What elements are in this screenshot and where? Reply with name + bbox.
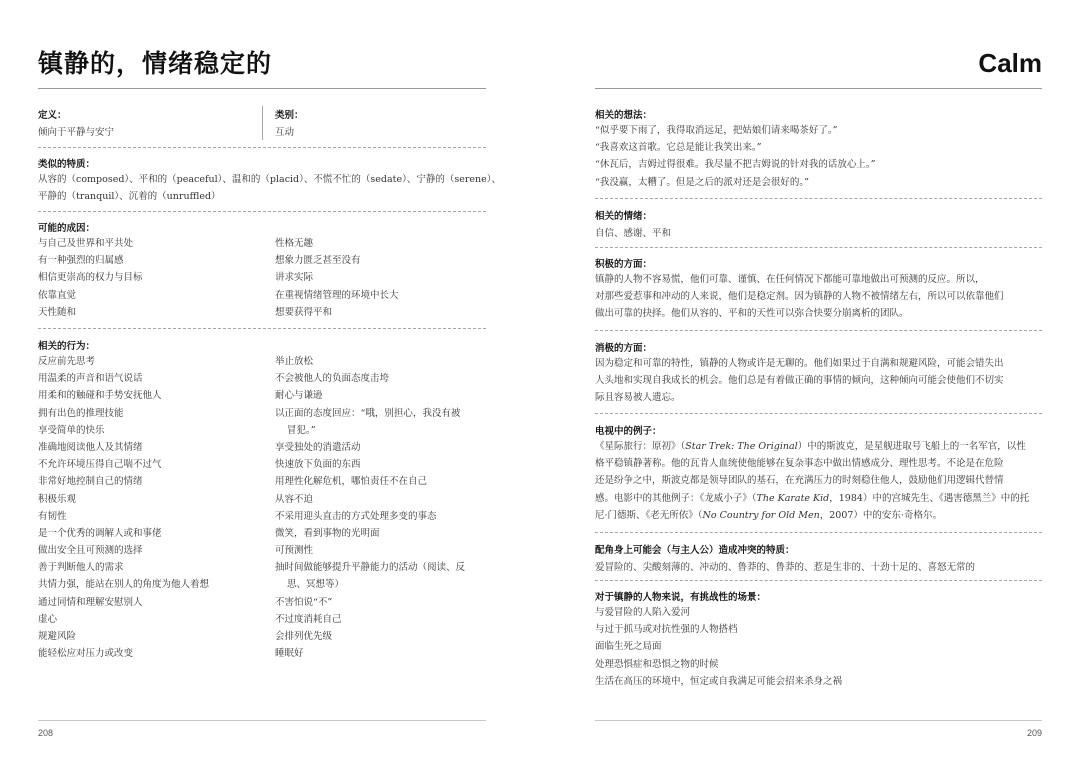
list-item: 天性随和: [38, 306, 77, 318]
page-number: 208: [38, 728, 54, 738]
paragraph-line: 因为稳定和可靠的特性，镇静的人物或许是无聊的。他们如果过于自满和规避风险，可能会错失出: [595, 358, 1004, 369]
text-span: 感。电影中的其他例子：《龙威小子》（: [595, 492, 757, 504]
list-item: 用温柔的声音和语气说话: [38, 373, 143, 385]
list-item: 相信更崇高的权力与目标: [38, 272, 143, 284]
section-divider: [595, 247, 1042, 248]
list-item: 讲求实际: [275, 272, 314, 284]
list-item: 微笑，看到事物的光明面: [275, 527, 380, 539]
positive-text: [595, 271, 1004, 323]
list-item: 快速放下负面的东西: [275, 459, 361, 471]
list-item: 用理性化解危机，哪怕责任不在自己: [275, 476, 428, 488]
list-item: 反应前先思考: [38, 356, 96, 367]
thoughts-heading: 相关的想法：: [595, 110, 653, 121]
list-item: 可预测性: [275, 545, 314, 557]
section-divider: [38, 147, 486, 148]
list-item: 与爱冒险的人陷入爱河: [595, 607, 691, 618]
page-number: 209: [1026, 728, 1042, 738]
list-item: 从容不迫: [275, 493, 314, 505]
list-item: 不允许环境压得自己喘不过气: [38, 459, 162, 471]
list-item: 是一个优秀的调解人或和事佬: [38, 527, 162, 539]
list-item: 规避风险: [38, 631, 77, 642]
list-item: 与自己及世界和平共处: [38, 238, 134, 249]
list-item: 想象力匮乏甚至没有: [275, 255, 361, 267]
list-item: 积极乐观: [38, 493, 77, 505]
text-span: ，2007）中的安东·奇格尔。: [819, 509, 942, 521]
tv-examples-text: [595, 438, 1029, 524]
text-span: ，1984）中的宫城先生、《遇害德黑兰》中的托: [829, 492, 1030, 504]
emotions-text: 自信、感谢、平和: [595, 228, 672, 239]
conflicts-heading: 配角身上可能会（与主人公）造成冲突的特质：: [595, 545, 795, 556]
page-title: 镇静的，情绪稳定的: [38, 49, 273, 78]
list-item: 善于判断他人的需求: [38, 562, 124, 574]
definition-text: 倾向于平静与安宁: [38, 127, 115, 138]
title-italic: No Country for Old Men: [702, 509, 820, 521]
behaviors-col2: [275, 353, 465, 662]
similar-traits-line: 从容的（composed）、平和的（peaceful）、温和的（placid）、不慌不忙的（sedate）、宁静的（serene）、: [38, 174, 501, 185]
definition-heading: 定义：: [38, 110, 67, 121]
section-divider: [595, 413, 1042, 414]
list-item: 以正面的态度回应：“哦，别担心，我没有被: [275, 407, 461, 419]
list-item: 非常好地控制自己的情绪: [38, 476, 143, 488]
section-divider: [38, 211, 486, 212]
list-item: 不过度消耗自己: [275, 613, 342, 625]
list-item: 生活在高压的环境中，恒定或自我满足可能会招来杀身之祸: [595, 675, 843, 687]
paragraph-line: 对那些爱惹事和冲动的人来说，他们是稳定剂。因为镇静的人物不被情绪左右，所以可以依靠他们: [595, 291, 1004, 303]
list-item: 用柔和的触碰和手势安抚他人: [38, 390, 162, 402]
list-item: 不采用迎头直击的方式处理多变的事态: [275, 510, 437, 522]
text-span: 尼·门德斯、《老无所依》（: [595, 509, 703, 521]
text-span: ）中的斯波克，是星舰进取号飞船上的一名军官，以性: [797, 441, 1026, 452]
tv-examples-heading: 电视中的例子：: [595, 426, 662, 437]
negative-text: [595, 355, 1004, 407]
list-item: “我喜欢这首歌。它总是能让我笑出来。”: [595, 142, 762, 154]
list-item: 与过于抓马或对抗性强的人物搭档: [595, 624, 738, 636]
causes-col2: [275, 235, 399, 321]
paragraph-line: 人头地和实现自我成长的机会。他们总是有着做正确的事情的倾向，这种倾向可能会使他们不切实: [595, 375, 1004, 387]
challenges-heading: 对于镇静的人物来说，有挑战性的场景：: [595, 592, 767, 603]
list-item: 享受简单的快乐: [38, 424, 105, 436]
paragraph-line: [595, 438, 1029, 455]
list-item: 举止放松: [275, 356, 314, 367]
list-item: 有韧性: [38, 510, 67, 522]
list-item: 睡眠好: [275, 648, 304, 660]
list-item: 在重视情绪管理的环境中长大: [275, 289, 399, 301]
behaviors-col1: [38, 353, 209, 662]
list-item: “我没赢，太糟了。但是之后的派对还是会很好的。”: [595, 176, 809, 188]
list-item: 性格无趣: [275, 238, 314, 249]
list-item: 冒犯。”: [287, 424, 316, 436]
section-divider: [595, 198, 1042, 199]
paragraph-line: 还是纷争之中，斯波克都是领导团队的基石，在充满压力的时刻稳住他人，鼓励他们用逻辑代替情: [595, 475, 1004, 487]
list-item: 享受独处的消遣活动: [275, 441, 361, 453]
list-item: 耐心与谦逊: [275, 390, 323, 402]
causes-col1: [38, 235, 143, 321]
negative-heading: 消极的方面：: [595, 343, 653, 354]
category-heading: 类别：: [275, 110, 304, 121]
behaviors-heading: 相关的行为：: [38, 341, 96, 352]
section-divider: [595, 330, 1042, 331]
list-item: 做出安全且可预测的选择: [38, 545, 143, 557]
footer-rule: [595, 720, 1042, 721]
section-divider: [595, 580, 1042, 581]
list-item: 不会被他人的负面态度击垮: [275, 373, 390, 385]
list-item: 虚心: [38, 613, 58, 625]
challenges-list: [595, 604, 842, 690]
conflicts-text: 爱冒险的、尖酸刻薄的、冲动的、鲁莽的、鲁莽的、惹是生非的、十劲十足的、喜怒无常的: [595, 562, 976, 573]
list-item: 能轻松应对压力或改变: [38, 648, 134, 660]
similar-traits-heading: 类似的特质：: [38, 159, 96, 170]
list-item: 面临生死之局面: [595, 641, 662, 653]
page-title-english: Calm: [978, 48, 1042, 78]
paragraph-line: 做出可靠的抉择。他们从容的、平和的天性可以弥合快要分崩离析的团队。: [595, 308, 909, 320]
divider: [262, 106, 263, 140]
similar-traits-line: 平静的（tranquil）、沉着的（unruffled）: [38, 191, 221, 203]
paragraph-line: 际且容易被人遗忘。: [595, 392, 681, 404]
category-text: 互动: [275, 127, 295, 138]
paragraph-line: [595, 507, 1029, 524]
title-italic: The Karate Kid: [756, 492, 830, 504]
footer-rule: [38, 720, 486, 721]
paragraph-line: [595, 490, 1029, 507]
list-item: 准确地阅读他人及其情绪: [38, 441, 143, 453]
list-item: 有一种强烈的归属感: [38, 255, 124, 267]
list-item: 不害怕说“不”: [275, 596, 333, 608]
title-rule: [595, 88, 1042, 89]
title-rule: [38, 88, 486, 89]
list-item: 依靠直觉: [38, 289, 77, 301]
text-span: 《星际旅行：原初》（: [595, 441, 686, 452]
thoughts-list: [595, 122, 875, 191]
paragraph-line: 镇静的人物不容易慌，他们可靠、谨慎、在任何情况下都能可靠地做出可预测的反应。所以，: [595, 274, 985, 285]
list-item: “似乎要下雨了，我得取消远足，把姑娘们请来喝茶好了。”: [595, 125, 838, 136]
section-divider: [38, 328, 486, 329]
list-item: “休瓦后，吉姆过得很难。我尽量不把吉姆说的针对我的话放心上。”: [595, 159, 876, 171]
list-item: 通过同情和理解安慰别人: [38, 596, 143, 608]
list-item: 抽时间做能够提升平静能力的活动（阅读、反: [275, 562, 466, 574]
list-item: 会排列优先级: [275, 631, 333, 642]
right-page: [540, 0, 1080, 762]
paragraph-line: 格平稳镇静著称。他的瓦肯人血统使他能够在复杂事态中做出情感成分、理性思考。不论是在危险: [595, 458, 1004, 470]
emotions-heading: 相关的情绪：: [595, 211, 653, 222]
title-italic: Star Trek: The Original: [685, 441, 798, 452]
similar-traits-text: [38, 171, 501, 205]
list-item: 拥有出色的推理技能: [38, 407, 124, 419]
list-item: 想要获得平和: [275, 306, 333, 318]
list-item: 思、冥想等）: [287, 579, 345, 591]
causes-heading: 可能的成因：: [38, 223, 96, 234]
section-divider: [595, 532, 1042, 533]
list-item: 处理恐惧症和恐惧之物的时候: [595, 658, 719, 670]
positive-heading: 积极的方面：: [595, 259, 653, 270]
list-item: 共情力强，能站在别人的角度为他人着想: [38, 579, 210, 591]
